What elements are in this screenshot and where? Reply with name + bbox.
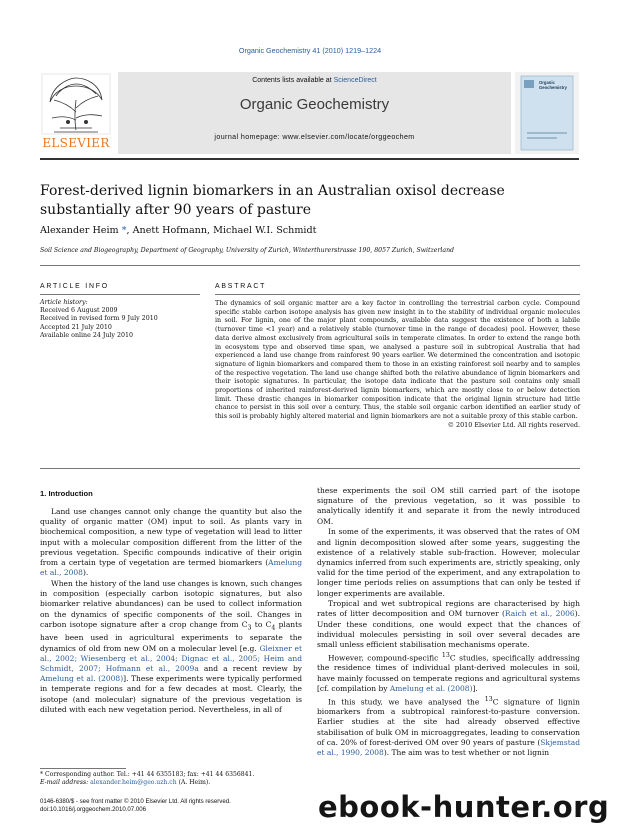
author-heim: Alexander Heim <box>40 225 119 236</box>
history-accepted: Accepted 21 July 2010 <box>40 323 112 331</box>
text-span: ). Under these conditions, one would expect that the chances of individual molecules persisting in soil over several decades are small unless efficient stabilisation mechanisms operate. <box>317 609 580 650</box>
email-link[interactable]: alexander.heim@geo.uzh.ch <box>90 779 177 786</box>
citation-link[interactable]: Amelung et al., 2008 <box>40 558 302 578</box>
footnote-rule <box>40 768 126 769</box>
page-footer <box>40 798 340 814</box>
text-span: C studies, specifically addressing the residence times of individual plant-derived molecules in soil, have mainly focussed on temperate regions and agricultural systems [cf. compilation by <box>317 653 580 693</box>
superscript: 13 <box>441 651 450 659</box>
paragraph <box>40 507 302 578</box>
abstract-heading: ABSTRACT <box>215 283 267 290</box>
journal-homepage <box>118 133 511 141</box>
homepage-prefix: journal homepage: <box>214 133 283 141</box>
history-received: Received 6 August 2009 <box>40 307 118 315</box>
email-suffix: (A. Heim). <box>176 779 211 786</box>
text-span: Land use changes cannot only change the quantity but also the quality of organic matter (OM) input to soil. As plants vary in biochemical composition, a new type of vegetation will lead to litter input with a molecular composition different from the litter of the previous vegetation. Specific compounds indicative of their origin from a certain type of vegetation are termed biomarkers ( <box>40 507 302 568</box>
paragraph: these experiments the soil OM still carried part of the isotope signature of the previous vegetation, so it was possible to analytically identify it and separate it from the newly introduced OM. <box>317 486 580 526</box>
text-span: When the history of the land use changes is known, such changes in composition (especially carbon isotopic signatures, but also biomarker relative abundances) can be used to collect information on the dynamics of specific components of the soil. Changes in carbon isotope signature after a crop change from C <box>40 578 302 629</box>
body-column-right <box>317 486 580 759</box>
issn-line: 0146-6380/$ - see front matter © 2010 Elsevier Ltd. All rights reserved. <box>40 798 231 805</box>
cover-title: Organic Geochemistry <box>539 80 567 90</box>
journal-citation[interactable]: Organic Geochemistry 41 (2010) 1219–1224 <box>238 46 382 55</box>
paragraph <box>317 651 580 694</box>
article-title: Forest-derived lignin biomarkers in an Australian oxisol decrease substantially after 90 years of pasture <box>40 183 505 218</box>
watermark: ebook-hunter.org <box>318 790 610 824</box>
divider <box>40 468 580 469</box>
citation-link[interactable]: Amelung et al. (2008) <box>389 683 473 693</box>
homepage-link[interactable]: www.elsevier.com/locate/orggeochem <box>282 133 415 141</box>
paragraph <box>40 579 302 715</box>
journal-title: Organic Geochemistry <box>239 96 390 113</box>
history-revised: Received in revised form 9 July 2010 <box>40 315 158 323</box>
publisher-name: ELSEVIER <box>42 136 110 150</box>
text-span: ). The aim was to test whether or not lignin <box>383 748 550 758</box>
history-heading: Article history: <box>40 299 88 306</box>
affiliation: Soil Science and Biogeography, Department of Geography, University of Zurich, Winterthurerstrasse 190, 8057 Zurich, Switzerland <box>40 247 455 254</box>
text-span: plants have been used in agricultural experiments to separate the dynamics of old from new OM on a molecular level [e.g. <box>40 619 302 653</box>
email-line <box>40 779 302 787</box>
doi-link[interactable]: doi:10.1016/j.orggeochem.2010.07.006 <box>40 806 147 813</box>
corresponding-author-note: * Corresponding author. Tel.: +41 44 6355183; fax: +41 44 6356841. <box>40 771 255 778</box>
sciencedirect-link[interactable]: ScienceDirect <box>333 77 377 84</box>
abstract-text: The dynamics of soil organic matter are a key factor in controlling the terrestrial carbon cycle. Compound specific stable carbon isotope analysis has given new insight in to the stability of individual organic molecules in soil. For lignin, one of the major plant compounds, available data suggest the existence of both a labile (turnover time <1 year) and a relatively stable (turnover time in the range of decades) pool. However, these data derive almost exclusively from agricultural soils in temperate climates. In order to extend the range both in ecosystem type and observed time span, we analysed a pasture soil in subtropical Australia that had experienced a land use change from rainforest 90 years earlier. We determined the concentration and isotopic signature of lignin biomarkers and compared them to those in an existing rainforest soil nearby and to samples of the respective vegetation. The land use change shifted both the relative abundance of lignin biomarkers and their isotopic signatures. In particular, the isotope data indicate that the pasture soil contains only small proportions of inherited rainforest-derived lignin biomarkers, which are mostly close to or below detection limit. These drastic changes in biomarker composition indicate that the original lignin structure had little chance to persist in this soil over a century. Thus, the stable soil organic carbon identified an earlier study of this soil is probably highly altered material and lignin biomarkers are not a suitable proxy of this stable carbon. <box>215 299 580 421</box>
divider <box>215 294 580 295</box>
corresponding-author-mark[interactable]: * <box>118 225 127 236</box>
text-span: ). <box>82 568 89 578</box>
abstract <box>215 299 580 430</box>
text-span: In this study, we have analysed the <box>328 697 485 707</box>
citation-link[interactable]: Raich et al., 2006 <box>504 609 575 619</box>
paragraph: In some of the experiments, it was observed that the rates of OM and lignin decomposition slowed after some years, suggesting the existence of a relatively stable sub-fraction. However, molecular dynamics inferred from such experiments are, strictly speaking, only valid for the time period of the experiment, and any extrapolation to longer time periods relies on assumptions that can only be tested if longer experiments are available. <box>317 527 580 598</box>
contents-prefix: Contents lists available at <box>252 77 334 84</box>
subscript: 4 <box>271 624 276 632</box>
divider <box>40 265 580 266</box>
text-span: to C <box>251 619 272 629</box>
citation-link[interactable]: Amelung et al. (2008) <box>40 674 124 684</box>
subscript: 3 <box>247 624 252 632</box>
other-authors: , Anett Hofmann, Michael W.I. Schmidt <box>126 225 317 236</box>
divider <box>40 294 200 295</box>
text-span: However, compound-specific <box>328 653 442 663</box>
text-span: and a recent review by <box>198 664 303 674</box>
abstract-copyright: © 2010 Elsevier Ltd. All rights reserved. <box>447 420 580 429</box>
text-span: C signature of lignin biomarkers from a subtropical rainforest-to-pasture conversion. Earlier studies at the site had already observed effective stabilisation of bulk OM in microaggregates, leading to conservation of ca. 20% of forest-derived OM over 90 years of pasture ( <box>317 697 580 747</box>
article-info-heading: ARTICLE INFO <box>40 283 109 290</box>
paragraph <box>317 695 580 759</box>
email-label: E-mail address: <box>40 779 89 786</box>
history-online: Available online 24 July 2010 <box>40 331 134 339</box>
superscript: 13 <box>484 695 493 703</box>
header-rule <box>40 158 579 160</box>
article-history <box>40 299 200 340</box>
text-span: ]. These experiments were typically performed in temperate regions and for a few decades at most. Clearly, the isotope (and molecular) signature of the previous vegetation is diluted with each new vegetation period. Nevertheless, in all of <box>40 674 303 714</box>
journal-cover[interactable] <box>515 72 579 154</box>
introduction-heading: 1. Introduction <box>40 489 93 498</box>
authors <box>40 225 580 236</box>
citation-link[interactable]: Gleixner et al., 2002; Wiesenberg et al., 2004; Dignac et al., 2005; Heim and Schmidt, 2007; Hofmann et al., 2009a <box>40 643 302 674</box>
citation-link[interactable]: Skjemstad et al., 1990, 2008 <box>317 737 580 758</box>
text-span: Tropical and wet subtropical regions are characterised by high rates of litter decomposition and OM turnover ( <box>317 599 580 619</box>
journal-header-box <box>118 72 511 154</box>
text-span: ]. <box>472 683 478 693</box>
body-column-left <box>40 507 302 716</box>
contents-line <box>118 77 511 84</box>
footnote <box>40 771 302 787</box>
paragraph <box>317 599 580 650</box>
